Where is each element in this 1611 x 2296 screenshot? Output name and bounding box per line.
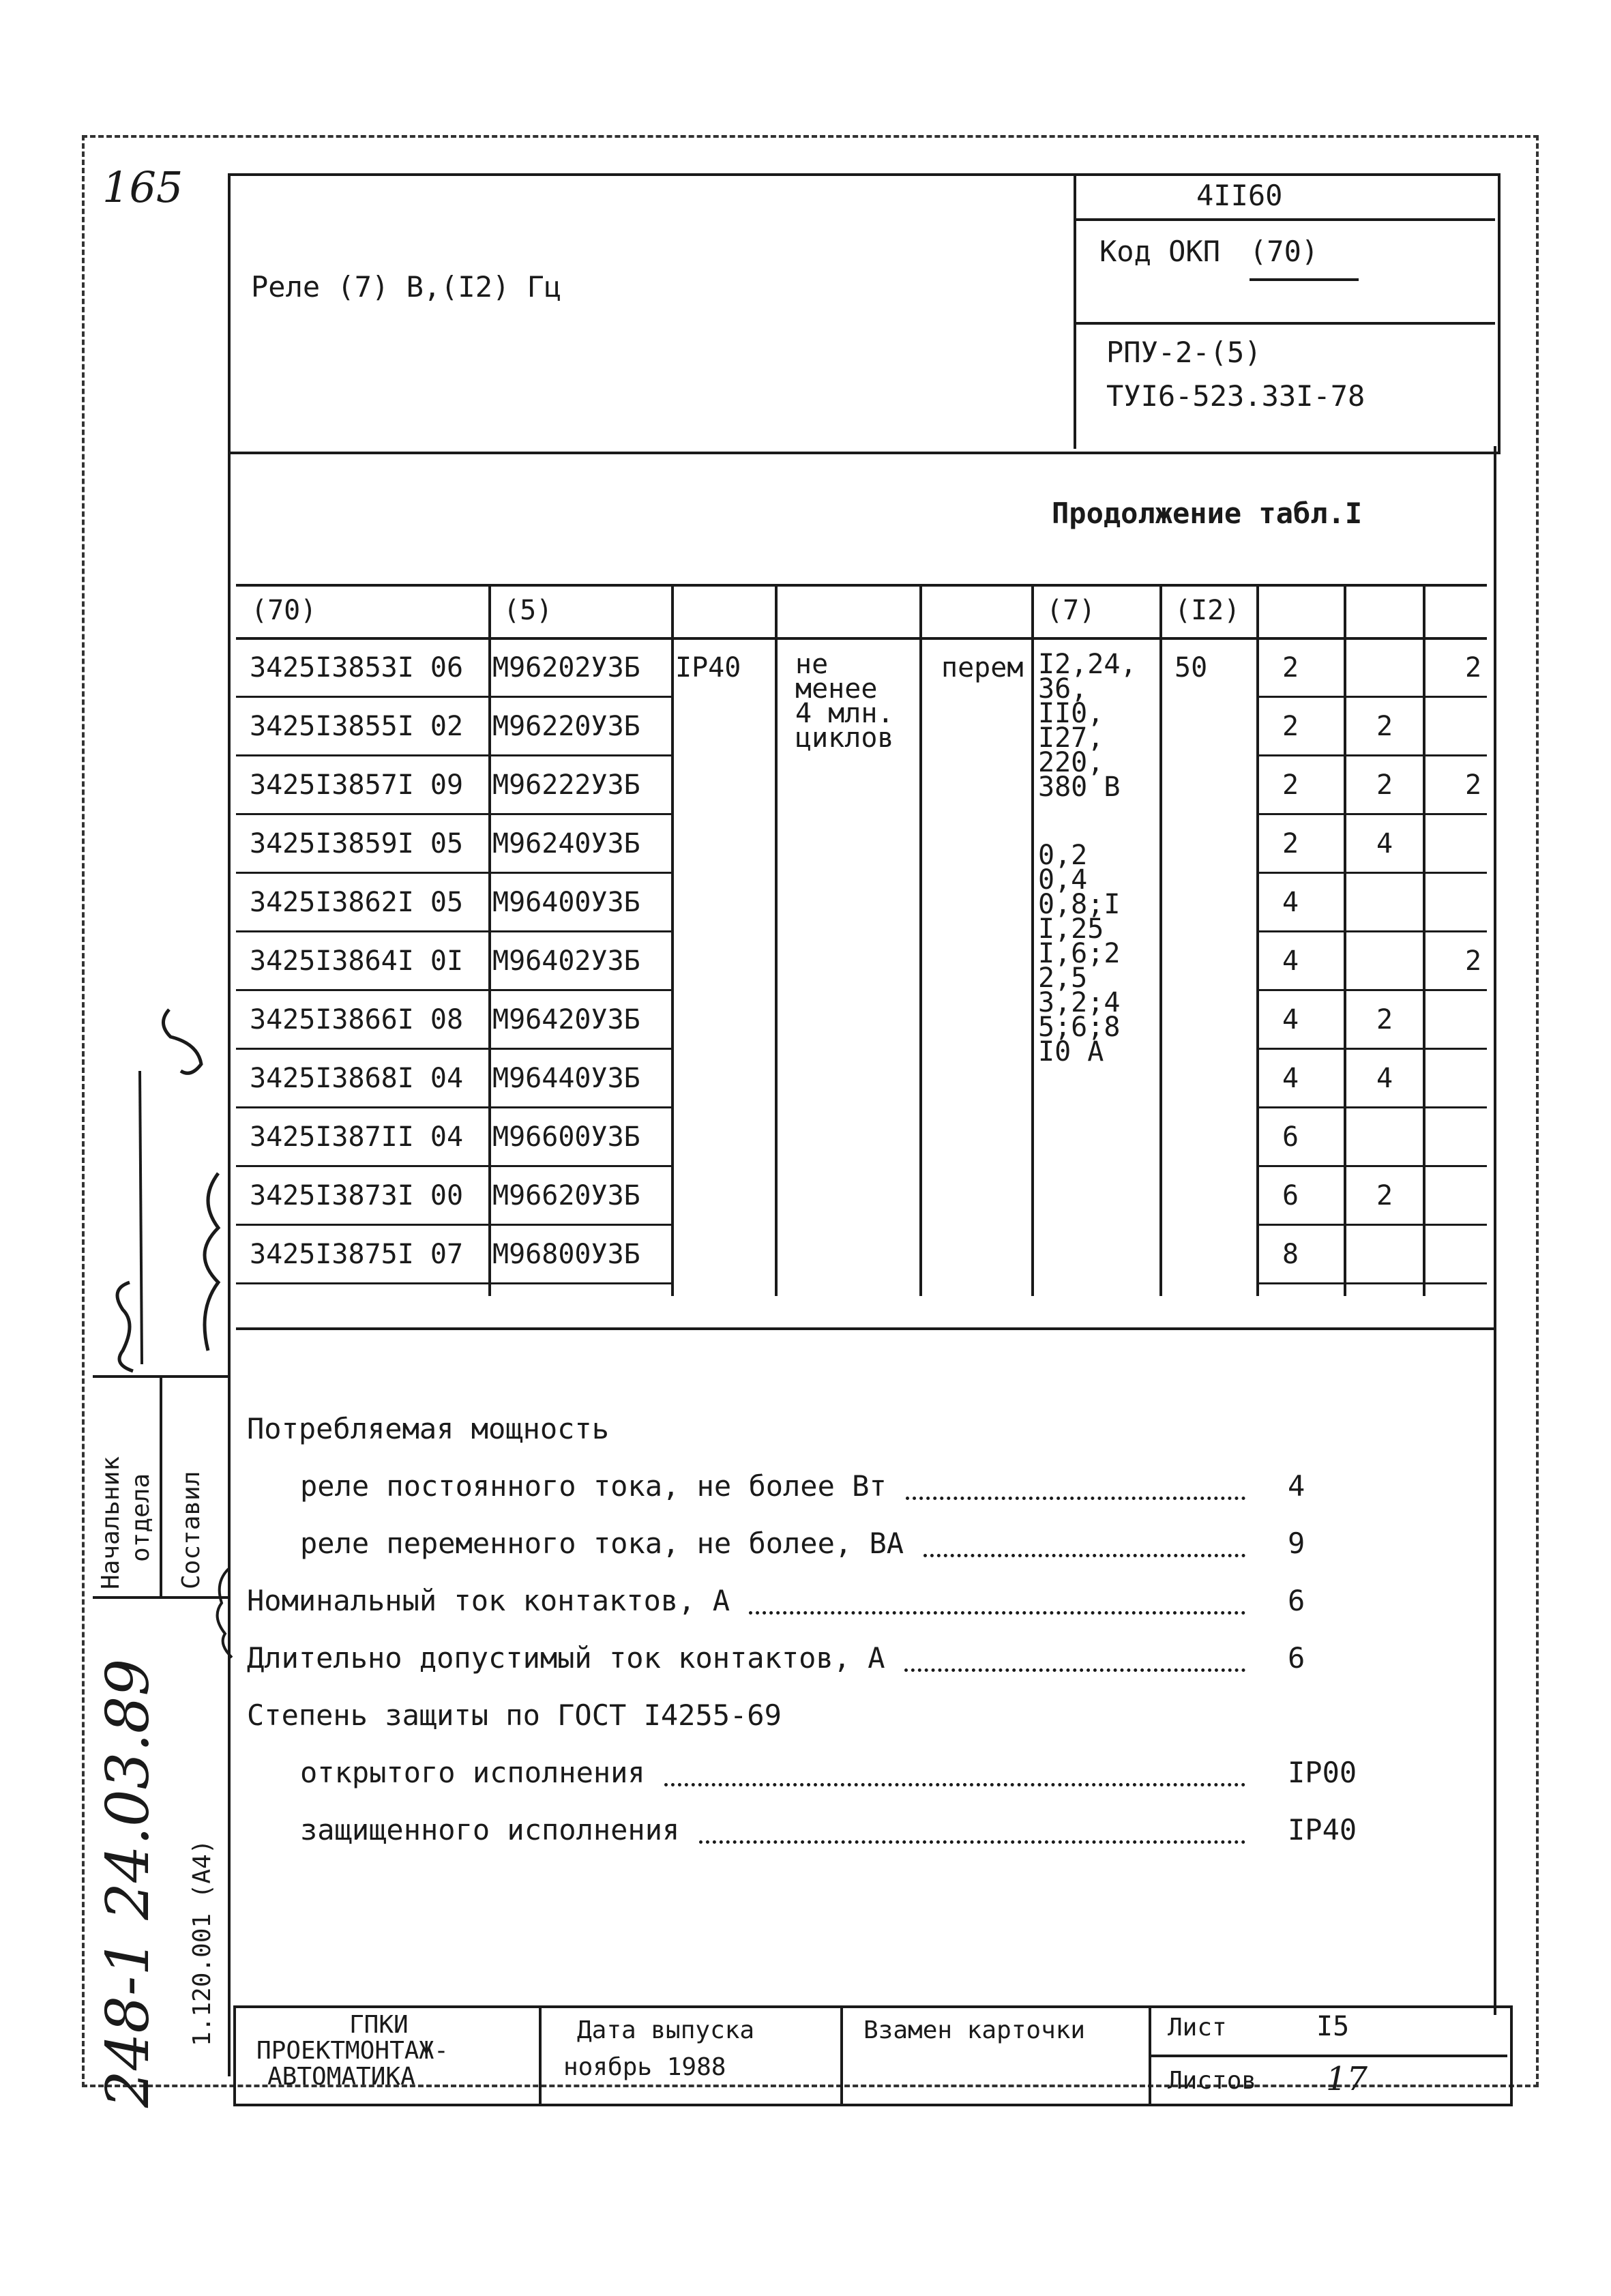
table-col-rule xyxy=(1031,584,1034,1296)
spec-leader-dots xyxy=(904,1668,1245,1672)
sheets-label: Листов xyxy=(1168,2067,1257,2095)
cell-contacts-1: 4 xyxy=(1282,1004,1299,1035)
table-col-rule xyxy=(1256,584,1259,1296)
cell-okp-code: 3425I3857I 09 xyxy=(250,769,464,801)
table-row-rule xyxy=(236,1282,671,1284)
cell-okp-code: 3425I3855I 02 xyxy=(250,711,464,742)
cell-contacts-3: 2 xyxy=(1465,769,1482,801)
table-col-rule xyxy=(1159,584,1162,1296)
table-row-rule xyxy=(1256,872,1487,874)
spec-value: IP40 xyxy=(1288,1813,1357,1846)
cell-current-type: перем xyxy=(941,652,1024,683)
table-row-rule xyxy=(236,1106,671,1108)
spec-label: Номинальный ток контактов, А xyxy=(247,1584,730,1617)
org-name-2: ПРОЕКТМОНТАЖ- xyxy=(256,2037,449,2065)
table-continuation: Продолжение табл.I xyxy=(1052,497,1363,530)
spec-leader-dots xyxy=(664,1783,1245,1786)
cell-contacts-2: 4 xyxy=(1376,1063,1393,1094)
spec-label: Степень защиты по ГОСТ I4255-69 xyxy=(247,1698,782,1732)
sheet-label: Лист xyxy=(1168,2014,1227,2042)
org-name-1: ГПКИ xyxy=(349,2011,409,2039)
cell-contacts-2: 2 xyxy=(1376,769,1393,801)
cell-contacts-3: 2 xyxy=(1465,652,1482,683)
spec-leader-dots xyxy=(749,1611,1245,1615)
cell-model: М96400У3Б xyxy=(492,887,640,918)
cell-frequency: 50 xyxy=(1174,652,1208,683)
table-row-rule xyxy=(236,1048,671,1050)
cell-model: М96620У3Б xyxy=(492,1180,640,1211)
cell-voltage: I2,24, 36, II0, I27, 220, 380 В xyxy=(1038,649,1137,803)
table-row-rule xyxy=(1256,1282,1487,1284)
cell-model: М96202У3Б xyxy=(492,652,640,683)
table-row-rule xyxy=(236,872,671,874)
table-row-rule xyxy=(1256,1106,1487,1108)
table-header-cell: (5) xyxy=(503,595,553,626)
table-row-rule xyxy=(236,754,671,756)
spec-leader-dots xyxy=(923,1554,1246,1557)
cell-contacts-1: 6 xyxy=(1282,1180,1299,1211)
spec-leader-dots xyxy=(906,1497,1245,1500)
table-row-rule xyxy=(1256,813,1487,815)
table-row-rule xyxy=(1256,989,1487,991)
cell-contacts-2: 2 xyxy=(1376,1004,1393,1035)
table-row-rule xyxy=(236,989,671,991)
head-label-1: Начальник xyxy=(97,1456,125,1589)
table-row-rule xyxy=(236,813,671,815)
registration-stamp: 248-1 24.03.89 xyxy=(94,1658,162,2108)
cell-okp-code: 3425I3873I 00 xyxy=(250,1180,464,1211)
okp-label: Код ОКП xyxy=(1099,235,1221,268)
cell-contacts-1: 8 xyxy=(1282,1239,1299,1270)
table-header-cell: (70) xyxy=(251,595,317,626)
spec-value: 9 xyxy=(1288,1527,1305,1560)
spec-value: 6 xyxy=(1288,1584,1305,1617)
cell-contacts-1: 2 xyxy=(1282,711,1299,742)
card-code: 4II60 xyxy=(1196,179,1283,212)
cell-model: М96220У3Б xyxy=(492,711,640,742)
table-col-rule xyxy=(1344,584,1346,1296)
okp-value: (70) xyxy=(1250,235,1319,268)
cell-okp-code: 3425I3859I 05 xyxy=(250,828,464,859)
org-name-3: АВТОМАТИКА xyxy=(267,2063,415,2091)
cell-contacts-1: 4 xyxy=(1282,887,1299,918)
table-row-rule xyxy=(1256,1048,1487,1050)
cell-contacts-2: 2 xyxy=(1376,1180,1393,1211)
cell-model: М96800У3Б xyxy=(492,1239,640,1270)
table-col-rule xyxy=(919,584,922,1296)
table-row-rule xyxy=(1256,754,1487,756)
cell-currents: 0,2 0,4 0,8;I I,25 I,6;2 2,5 3,2;4 5;6;8 I0 А xyxy=(1038,840,1121,1068)
spec-label: реле постоянного тока, не более Вт xyxy=(300,1469,887,1503)
card-title: Реле (7) В,(I2) Гц xyxy=(251,270,562,304)
cell-contacts-1: 4 xyxy=(1282,945,1299,977)
table-col-rule xyxy=(488,584,491,1296)
cell-okp-code: 3425I387II 04 xyxy=(250,1121,464,1153)
sheet-value: I5 xyxy=(1316,2011,1350,2042)
spec-leader-dots xyxy=(699,1840,1245,1844)
cell-contacts-1: 2 xyxy=(1282,828,1299,859)
table-row-rule xyxy=(1256,1224,1487,1226)
cell-okp-code: 3425I3853I 06 xyxy=(250,652,464,683)
table-col-rule xyxy=(1423,584,1425,1296)
cell-okp-code: 3425I3862I 05 xyxy=(250,887,464,918)
cell-protection: IP40 xyxy=(675,652,741,683)
table-header-rule xyxy=(236,637,1487,640)
cell-contacts-1: 2 xyxy=(1282,769,1299,801)
table-row-rule xyxy=(236,1224,671,1226)
spec-value: 6 xyxy=(1288,1641,1305,1675)
spec-value: IP00 xyxy=(1288,1756,1357,1789)
table-row-rule xyxy=(236,930,671,932)
cell-contacts-1: 6 xyxy=(1282,1121,1299,1153)
spec-label: защищенного исполнения xyxy=(300,1813,680,1846)
spec-value: 4 xyxy=(1288,1469,1305,1503)
cell-okp-code: 3425I3866I 08 xyxy=(250,1004,464,1035)
margin-note: 165 xyxy=(102,162,183,212)
cell-contacts-2: 2 xyxy=(1376,711,1393,742)
cell-model: М96440У3Б xyxy=(492,1063,640,1094)
spec-label: открытого исполнения xyxy=(300,1756,645,1789)
table-row-rule xyxy=(1256,1165,1487,1167)
table-col-rule xyxy=(671,584,674,1296)
table-col-rule xyxy=(775,584,778,1296)
head-label-2: отдела xyxy=(127,1473,155,1562)
date-label: Дата выпуска xyxy=(577,2016,755,2044)
cell-model: М96240У3Б xyxy=(492,828,640,859)
cell-okp-code: 3425I3868I 04 xyxy=(250,1063,464,1094)
table-row-rule xyxy=(236,1165,671,1167)
author-label: Составил xyxy=(177,1471,205,1589)
cell-contacts-2: 4 xyxy=(1376,828,1393,859)
spec-label: Потребляемая мощность xyxy=(247,1412,610,1445)
spec-label: Длительно допустимый ток контактов, А xyxy=(247,1641,885,1675)
cell-model: М96420У3Б xyxy=(492,1004,640,1035)
cell-model: М96402У3Б xyxy=(492,945,640,977)
table-header-cell: (7) xyxy=(1046,595,1096,626)
table-bottom-rule xyxy=(236,1327,1494,1330)
signatures xyxy=(82,969,246,2101)
table-row-rule xyxy=(1256,696,1487,698)
table-row-rule xyxy=(236,696,671,698)
date-value: ноябрь 1988 xyxy=(563,2053,726,2081)
relay-type: РПУ-2-(5) xyxy=(1106,336,1262,369)
cell-contacts-1: 2 xyxy=(1282,652,1299,683)
cell-contacts-1: 4 xyxy=(1282,1063,1299,1094)
cell-contacts-3: 2 xyxy=(1465,945,1482,977)
table-row-rule xyxy=(1256,930,1487,932)
table-header-cell: (I2) xyxy=(1174,595,1241,626)
document-code: 1.120.001 (А4) xyxy=(188,1839,216,2046)
sheets-value: 17 xyxy=(1326,2060,1368,2098)
replaces-label: Взамен карточки xyxy=(863,2016,1086,2044)
cell-okp-code: 3425I3875I 07 xyxy=(250,1239,464,1270)
spec-label: реле переменного тока, не более, ВА xyxy=(300,1527,904,1560)
cell-okp-code: 3425I3864I 0I xyxy=(250,945,464,977)
cell-model: М96222У3Б xyxy=(492,769,640,801)
table-top-rule xyxy=(236,584,1487,587)
tech-spec: ТУI6-523.33I-78 xyxy=(1106,379,1365,413)
cell-durability: не менее 4 млн. циклов xyxy=(795,649,894,754)
cell-model: М96600У3Б xyxy=(492,1121,640,1153)
